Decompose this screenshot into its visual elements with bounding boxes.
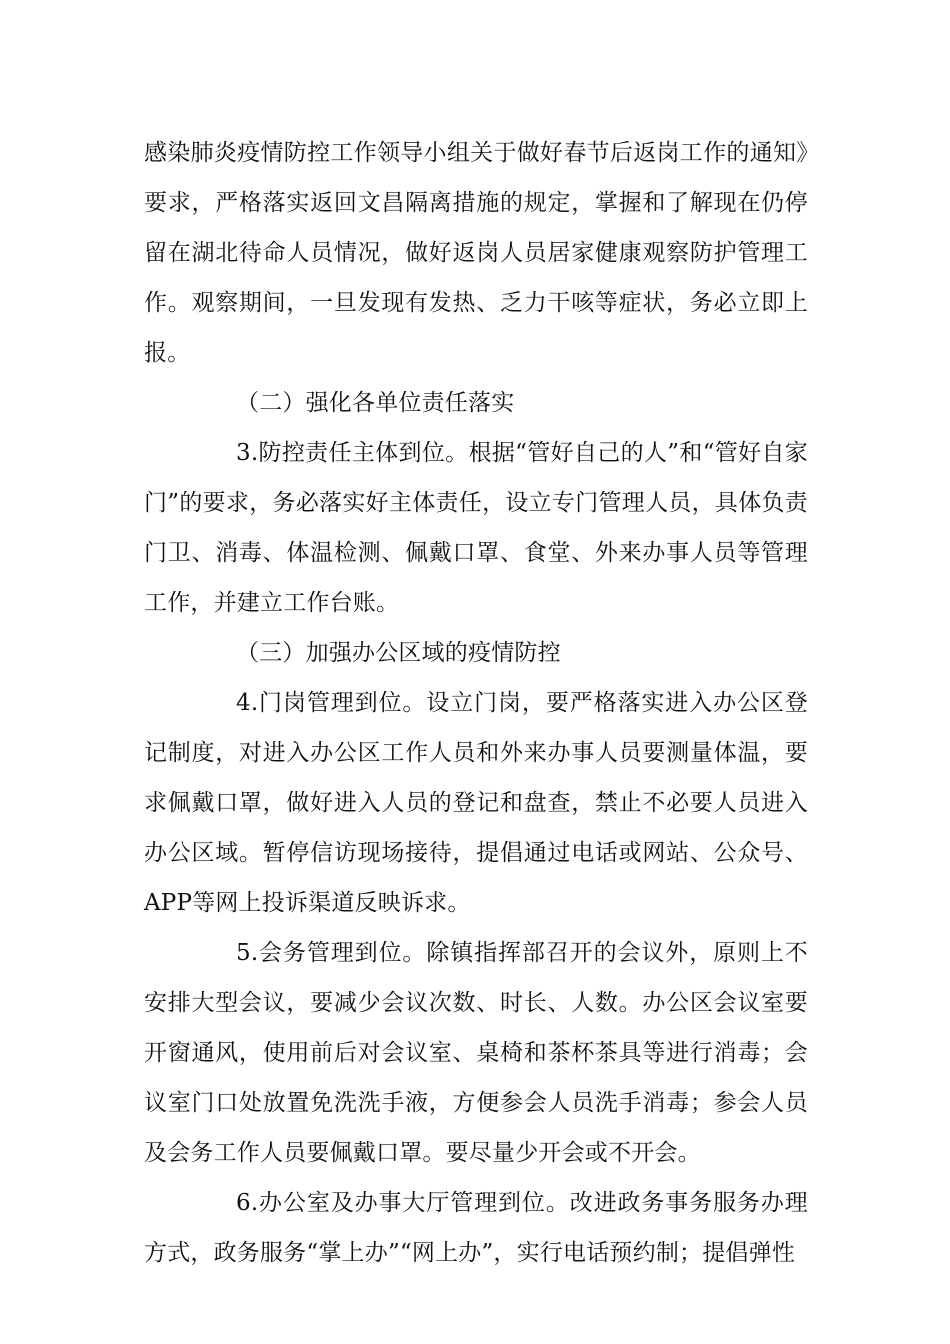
paragraph-continuation: 感染肺炎疫情防控工作领导小组关于做好春节后返岗工作的通知》要求，严格落实返回文昌隔离措施的规定，掌握和了解现在仍停留在湖北待命人员情况，做好返岗人员居家健康观察防护管理工作。观察期间，一旦发现有发热、乏力干咳等症状，务必立即上报。 <box>144 140 808 366</box>
paragraph-item-5: 5.会务管理到位。除镇指挥部召开的会议外，原则上不安排大型会议，要减少会议次数、时长、人数。办公区会议室要开窗通风，使用前后对会议室、桌椅和茶杯茶具等进行消毒；会议室门口处放置免洗洗手液，方便参会人员洗手消毒；参会人员及会务工作人员要佩戴口罩。要尽量少开会或不开会。 <box>144 940 808 1166</box>
paragraph-item-3: 3.防控责任主体到位。根据“管好自己的人”和“管好自家门”的要求，务必落实好主体责任，设立专门管理人员，具体负责门卫、消毒、体温检测、佩戴口罩、食堂、外来办事人员等管理工作，并建立工作台账。 <box>144 440 808 616</box>
section-heading-3: （三）加强办公区域的疫情防控 <box>236 640 561 666</box>
paragraph-item-6: 6.办公室及办事大厅管理到位。改进政务事务服务办理方式，政务服务“掌上办”“网上办”，实行电话预约制；提倡弹性 <box>144 1190 808 1266</box>
paragraph-item-4: 4.门岗管理到位。设立门岗，要严格落实进入办公区登记制度，对进入办公区工作人员和外来办事人员要测量体温，要求佩戴口罩，做好进入人员的登记和盘查，禁止不必要人员进入办公区域。暂停信访现场接待，提倡通过电话或网站、公众号、APP等网上投诉渠道反映诉求。 <box>144 690 808 916</box>
section-heading-2: （二）强化各单位责任落实 <box>236 390 515 416</box>
document-body <box>144 128 808 1278</box>
